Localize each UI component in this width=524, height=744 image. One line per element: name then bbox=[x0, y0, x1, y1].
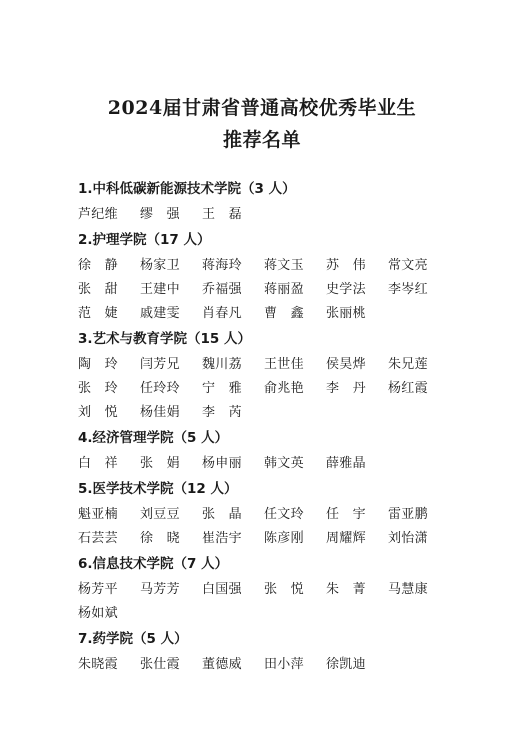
graduate-name: 杨申丽 bbox=[202, 456, 242, 471]
graduate-name: 杨佳娟 bbox=[140, 405, 180, 420]
graduate-name: 张 晶 bbox=[202, 507, 242, 522]
graduate-name: 陶 玲 bbox=[78, 357, 118, 372]
graduate-name: 缪 强 bbox=[140, 207, 180, 222]
graduate-name: 雷亚鹏 bbox=[388, 507, 428, 522]
graduate-name: 朱晓霞 bbox=[78, 657, 118, 672]
graduate-name: 陈彦刚 bbox=[264, 531, 304, 546]
college-section bbox=[78, 326, 458, 425]
graduate-name: 戚建雯 bbox=[140, 306, 180, 321]
graduate-name: 蒋文玉 bbox=[264, 258, 304, 273]
graduate-name: 侯昊烨 bbox=[326, 357, 366, 372]
graduate-name: 俞兆艳 bbox=[264, 381, 304, 396]
graduate-name: 魁亚楠 bbox=[78, 507, 118, 522]
graduate-name: 杨红霞 bbox=[388, 381, 428, 396]
name-grid bbox=[78, 578, 458, 626]
graduate-name: 周耀辉 bbox=[326, 531, 366, 546]
graduate-name: 常文亮 bbox=[388, 258, 428, 273]
graduate-name: 苏 伟 bbox=[326, 258, 366, 273]
college-heading: 7.药学院（5 人） bbox=[78, 631, 188, 647]
college-heading: 2.护理学院（17 人） bbox=[78, 232, 211, 248]
graduate-name: 魏川荔 bbox=[202, 357, 242, 372]
graduate-name: 朱 菁 bbox=[326, 582, 366, 597]
graduate-name: 杨家卫 bbox=[140, 258, 180, 273]
name-grid bbox=[78, 254, 458, 326]
name-grid bbox=[78, 353, 458, 425]
graduate-name: 肖春凡 bbox=[202, 306, 242, 321]
graduate-name: 杨如斌 bbox=[78, 606, 118, 621]
graduate-name: 韩文英 bbox=[264, 456, 304, 471]
graduate-name: 马慧康 bbox=[388, 582, 428, 597]
graduate-name: 蒋丽盈 bbox=[264, 282, 304, 297]
graduate-name: 宁 雅 bbox=[202, 381, 242, 396]
name-grid bbox=[78, 653, 458, 677]
graduate-name: 王建中 bbox=[140, 282, 180, 297]
graduate-name: 李 芮 bbox=[202, 405, 242, 420]
graduate-name: 杨芳平 bbox=[78, 582, 118, 597]
title-line-2: 推荐名单 bbox=[222, 129, 301, 151]
graduate-name: 任 宇 bbox=[326, 507, 366, 522]
graduate-name: 王 磊 bbox=[202, 207, 242, 222]
graduate-name: 徐 静 bbox=[78, 258, 118, 273]
college-section bbox=[78, 227, 458, 326]
graduate-name: 徐凯迪 bbox=[326, 657, 366, 672]
graduate-name: 芦纪维 bbox=[78, 207, 118, 222]
college-section bbox=[78, 176, 458, 227]
college-heading: 4.经济管理学院（5 人） bbox=[78, 430, 229, 446]
graduate-name: 李 丹 bbox=[326, 381, 366, 396]
college-section bbox=[78, 425, 458, 476]
graduate-name: 张 玲 bbox=[78, 381, 118, 396]
graduate-name: 李岑红 bbox=[388, 282, 428, 297]
graduate-name: 史学法 bbox=[326, 282, 366, 297]
college-section bbox=[78, 626, 458, 677]
graduate-name: 白 祥 bbox=[78, 456, 118, 471]
name-grid bbox=[78, 203, 458, 227]
graduate-name: 刘 悦 bbox=[78, 405, 118, 420]
graduate-name: 任玲玲 bbox=[140, 381, 180, 396]
graduate-name: 白国强 bbox=[202, 582, 242, 597]
graduate-name: 张 悦 bbox=[264, 582, 304, 597]
graduate-name: 田小萍 bbox=[264, 657, 304, 672]
graduate-name: 任文玲 bbox=[264, 507, 304, 522]
graduate-name: 蒋海玲 bbox=[202, 258, 242, 273]
graduate-name: 张丽桃 bbox=[326, 306, 366, 321]
name-grid bbox=[78, 452, 458, 476]
graduate-name: 曹 鑫 bbox=[264, 306, 304, 321]
college-section bbox=[78, 551, 458, 626]
graduate-name: 乔福强 bbox=[202, 282, 242, 297]
graduate-name: 刘豆豆 bbox=[140, 507, 180, 522]
graduate-name: 徐 晓 bbox=[140, 531, 180, 546]
graduate-name: 朱兄莲 bbox=[388, 357, 428, 372]
name-grid bbox=[78, 503, 458, 551]
graduate-name: 石芸芸 bbox=[78, 531, 118, 546]
college-heading: 1.中科低碳新能源技术学院（3 人） bbox=[78, 181, 296, 197]
title-line-1: 2024届甘肃省普通高校优秀毕业生 bbox=[107, 97, 417, 119]
graduate-name: 张 娟 bbox=[140, 456, 180, 471]
graduate-name: 王世佳 bbox=[264, 357, 304, 372]
graduate-name: 崔浩宇 bbox=[202, 531, 242, 546]
college-heading: 5.医学技术学院（12 人） bbox=[78, 481, 238, 497]
graduate-name: 马芳芳 bbox=[140, 582, 180, 597]
graduate-name: 张仕霞 bbox=[140, 657, 180, 672]
nominee-list bbox=[78, 176, 458, 677]
graduate-name: 董德威 bbox=[202, 657, 242, 672]
graduate-name: 张 甜 bbox=[78, 282, 118, 297]
graduate-name: 刘怡潇 bbox=[388, 531, 428, 546]
college-heading: 3.艺术与教育学院（15 人） bbox=[78, 331, 252, 347]
document-title bbox=[0, 92, 524, 156]
college-section bbox=[78, 476, 458, 551]
graduate-name: 范 婕 bbox=[78, 306, 118, 321]
graduate-name: 薛雅晶 bbox=[326, 456, 366, 471]
college-heading: 6.信息技术学院（7 人） bbox=[78, 556, 229, 572]
graduate-name: 闫芳兄 bbox=[140, 357, 180, 372]
